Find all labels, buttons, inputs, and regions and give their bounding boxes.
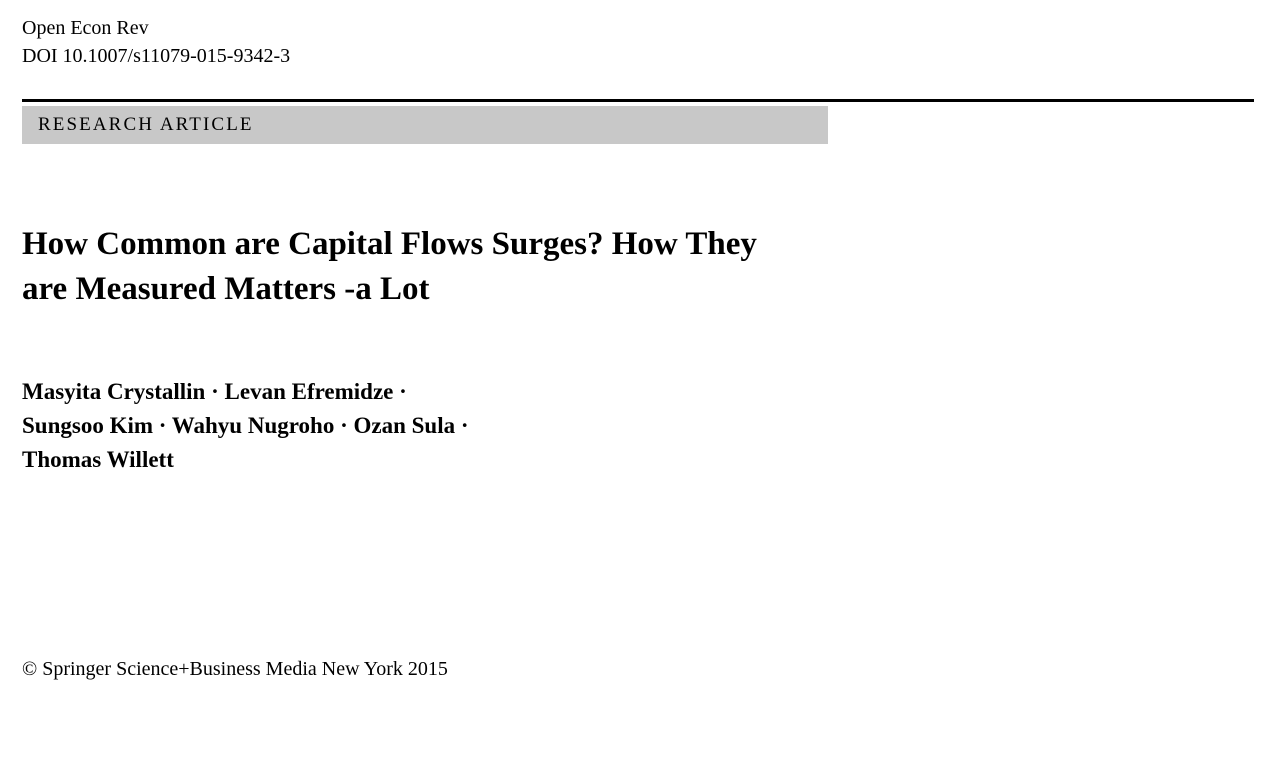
author-line-3: Thomas Willett	[22, 447, 174, 472]
journal-name: Open Econ Rev	[22, 17, 149, 39]
author-line-1: Masyita Crystallin · Levan Efremidze ·	[22, 379, 407, 404]
journal-header	[22, 14, 290, 70]
copyright-notice: © Springer Science+Business Media New York 2015	[22, 658, 448, 680]
author-list	[22, 375, 922, 477]
page-title	[22, 222, 922, 312]
page-title-line-2: are Measured Matters -a Lot	[22, 271, 430, 307]
header-divider	[22, 99, 1254, 102]
article-type-label: RESEARCH ARTICLE	[38, 114, 254, 135]
author-line-2: Sungsoo Kim · Wahyu Nugroho · Ozan Sula ·	[22, 413, 469, 438]
page-title-line-1: How Common are Capital Flows Surges? How They	[22, 226, 757, 262]
journal-doi: DOI 10.1007/s11079-015-9342-3	[22, 45, 291, 67]
